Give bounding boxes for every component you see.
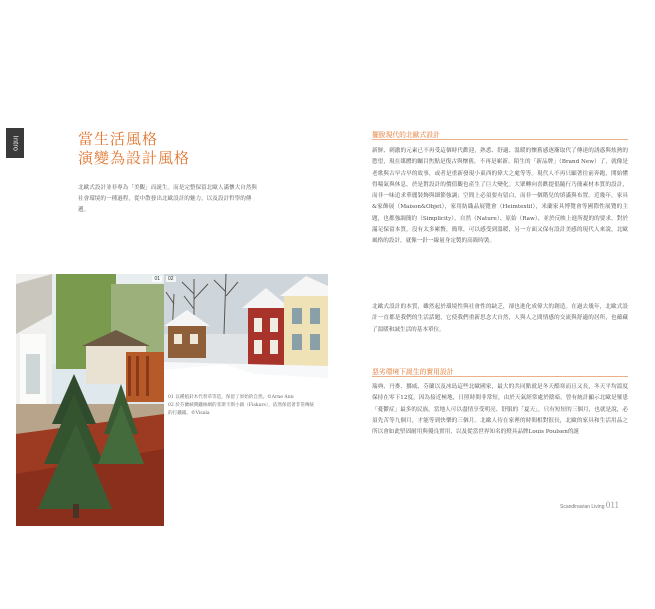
page-title <box>78 130 190 168</box>
caption-2: 02 於芬蘭峽灣鐵絲網的菲斯卡斯小鎮（Fiskars），依然保留著非常傳統的打鐵鋪。©Visala <box>168 403 315 416</box>
footer-label: Scandinavian Living <box>560 504 605 510</box>
photo-garden-trees <box>16 274 164 526</box>
title-line-1: 當生活風格 <box>78 130 159 148</box>
section-tab <box>6 128 24 158</box>
page-number: 011 <box>605 500 620 510</box>
section1-paragraph-1: 新鮮、刺激的元素已不再受這個時代歡迎，熟悉、舒適、溫暖的懷舊感逐漸取代了傳達的誘惑與炫熱的慾望，現在媒體的矚目焦點是復古與懷舊，不再是嶄新、陌生的「新品牌」（Brand New）了，就像是老歌與古早古早的故事，或者是重新發現小東西的偉大之處等等。現代人不再只顧著往前奔跑，開始懂得喘氣與休息，於是對設計的價值觀也產生了巨大變化。大眾轉向喜歡提倡隨行乃簡素材本質的設計，而非一味追求華麗裝飾與細節強調；空間上必須要有留白，而非一個階兒的填滿與布置。近幾年，家具&家飾展（Maison&Objet），家用紡織品展覽會（Heimtextil），米蘭家具博覽會等國際性展覽的主題，也都強調簡約（Simplicity）、自然（Nature）、原始（Raw）、並於反映上進所提的的要求。對於滿足保留本質，沒有太多累贅，簡單，可以感受到溫暖，另一方面又保有設計美感的現代人來說，北歐風格的設計，就像一針一線量身定製的高級時裝。 <box>372 148 628 245</box>
title-line-2: 演變為設計風格 <box>78 149 191 167</box>
photo-garden-trees-image <box>16 274 164 526</box>
section-tab-label: Intro <box>11 135 19 151</box>
photo-number-2: 02 <box>168 276 174 282</box>
caption-1: 01 以種植針木代替草等造，保留了原始的自然。©Arne Ann <box>168 395 294 400</box>
section-heading-practical-design: 惡劣環境下誕生的實用設計 <box>372 368 454 376</box>
section-divider <box>372 376 628 377</box>
page-footer <box>560 500 619 510</box>
photo-snowy-houses-image <box>164 274 328 388</box>
section-divider <box>372 139 628 140</box>
photo-number-1: 01 <box>154 276 160 282</box>
photo-snowy-houses <box>164 274 328 388</box>
intro-paragraph: 北歐式設計並非專為「美觀」而誕生。而是完整保留北歐人滿懷大自然與社會環境的一種過程，從中散發出北歐設計的魅力，以及設計哲學的傳遞。 <box>78 185 258 213</box>
photo-captions <box>168 394 316 418</box>
section1-paragraph-2: 北歐式設計的本質，雖然起於環境性與社會性的缺乏，卻也進化成偉大的創造。在過去幾年，北歐式設計一直都是我們的生活話題，它使我們重新思念大自然，人與人之間情感的交流與舒適的居所，也蘊藏了溫暖和誠生活的基本單位。 <box>372 304 628 333</box>
section-heading-modern-nordic: 擺脫現代的北歐式設計 <box>372 131 440 139</box>
section2-paragraph: 瑞典、丹麥、挪威、芬蘭以及冰島這些北歐國家，最大的共同點就是冬天酷寒而且又長，冬天平均溫度保持在零下12度，因為接近極地，日照時間非常短，由於天氣經常處於陰暗，曾有統計顯示北歐是罹患「憂鬱症」最多的民族。當地人可以盡情享受明亮、舒服的「夏天」，只有短短的三個月，也就是說，必須先苦等九個月，才能等到快樂的三個月。北歐人待在家裡的時間相對很長，北歐的家具和生活用品之所以會如此堅固耐用與優良實用，以及從當世界知名的燈具品牌Louis Poulsen的誕 <box>372 384 628 436</box>
